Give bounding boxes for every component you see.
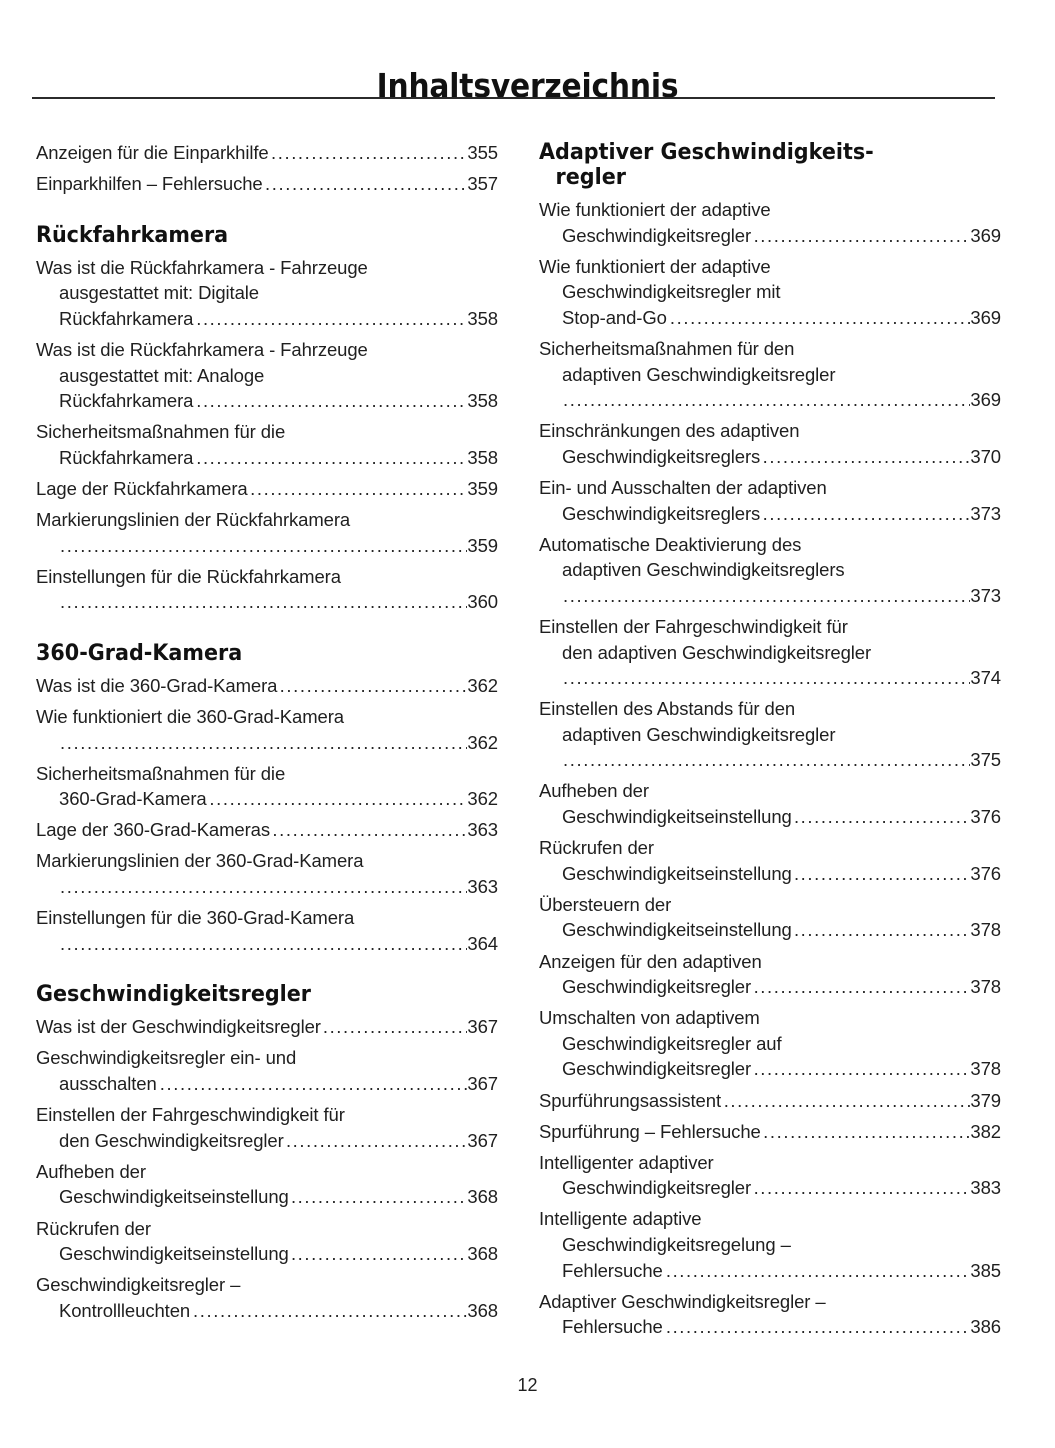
toc-entry[interactable] [36, 673, 498, 699]
dot-leader [763, 1119, 970, 1145]
dot-leader [280, 673, 468, 699]
dot-leader [563, 583, 970, 609]
dot-leader [160, 1071, 468, 1097]
toc-entry-line: Einstellungen für die Rückfahrkamera [36, 565, 341, 587]
toc-entry-leader-line [539, 1088, 1001, 1114]
toc-entry[interactable] [539, 1289, 1001, 1340]
toc-page-number: 379 [970, 1089, 1001, 1111]
dot-leader [323, 1014, 468, 1040]
title-divider [32, 97, 995, 99]
toc-entry[interactable] [539, 835, 1001, 886]
toc-entry[interactable] [539, 949, 1001, 1000]
dot-leader [754, 1175, 971, 1201]
toc-entry-label: Geschwindigkeitseinstellung [562, 862, 792, 884]
toc-entry-line: Einstellen der Fahrgeschwindigkeit für [36, 1104, 345, 1126]
toc-entry-label: Lage der Rückfahrkamera [36, 477, 248, 499]
toc-entry-label: Was ist der Geschwindigkeitsregler [36, 1016, 321, 1038]
toc-entry[interactable] [539, 1088, 1001, 1114]
toc-entry-line: Einstellungen für die 360-Grad-Kamera [36, 907, 355, 929]
toc-entry[interactable] [539, 892, 1001, 943]
toc-page-number: 369 [970, 389, 1001, 411]
dot-leader [563, 665, 970, 691]
toc-entry-leader-line [539, 1056, 1001, 1082]
toc-entry-line: Automatische Deaktivierung des [539, 533, 802, 555]
toc-entry[interactable] [539, 614, 1001, 691]
toc-entry[interactable] [539, 475, 1001, 526]
toc-entry[interactable] [36, 1216, 498, 1267]
toc-page-number: 359 [467, 477, 498, 499]
dot-leader [794, 804, 970, 830]
toc-entry[interactable] [539, 1119, 1001, 1145]
toc-entry-leader-line [539, 1258, 1001, 1284]
toc-entry-label: Rückfahrkamera [59, 390, 194, 412]
dot-leader [670, 305, 971, 331]
toc-entry-line: adaptiven Geschwindigkeitsreglers [562, 559, 845, 581]
toc-entry-leader-line [539, 583, 1001, 609]
toc-page-number: 362 [467, 788, 498, 810]
toc-entry-leader-line [36, 306, 498, 332]
toc-entry-leader-line [36, 673, 498, 699]
toc-entry[interactable] [539, 336, 1001, 413]
dot-leader [60, 874, 467, 900]
section-heading-line1: Adaptiver Geschwindigkeits- [539, 139, 874, 165]
toc-entry-line: Adaptiver Geschwindigkeitsregler – [539, 1290, 826, 1312]
toc-page-number: 376 [970, 806, 1001, 828]
toc-page-number: 385 [970, 1259, 1001, 1281]
toc-entry[interactable] [36, 817, 498, 843]
toc-entry-line: Umschalten von adaptivem [539, 1007, 760, 1029]
toc-entry-label: Rückfahrkamera [59, 307, 194, 329]
toc-entry-leader-line [539, 1314, 1001, 1340]
toc-entry[interactable] [539, 418, 1001, 469]
dot-leader [196, 388, 467, 414]
dot-leader [265, 171, 467, 197]
toc-entry-leader-line [539, 804, 1001, 830]
toc-entry-label: Spurführung – Fehlersuche [539, 1120, 761, 1142]
toc-page-number: 378 [970, 1058, 1001, 1080]
toc-page-number: 358 [467, 307, 498, 329]
toc-entry-leader-line [539, 1175, 1001, 1201]
toc-page-number: 362 [467, 674, 498, 696]
toc-entry-label: Geschwindigkeitseinstellung [59, 1186, 289, 1208]
toc-entry-leader-line [36, 388, 498, 414]
toc-page-number: 360 [467, 591, 498, 613]
toc-entry-label: Einparkhilfen – Fehlersuche [36, 173, 263, 195]
toc-entry-leader-line [36, 874, 498, 900]
toc-page-number: 355 [467, 142, 498, 163]
toc-entry-line: Rückrufen der [36, 1217, 151, 1239]
toc-entry[interactable] [36, 848, 498, 899]
toc-entry-label: 360-Grad-Kamera [59, 788, 207, 810]
toc-entry[interactable] [36, 1272, 498, 1323]
toc-entry-label: Anzeigen für die Einparkhilfe [36, 142, 269, 163]
toc-page-number: 373 [970, 502, 1001, 524]
toc-entry-line: Aufheben der [36, 1160, 146, 1182]
toc-entry-label: Fehlersuche [562, 1259, 663, 1281]
toc-page-number: 362 [467, 731, 498, 753]
toc-entry-label: Geschwindigkeitsreglers [562, 445, 761, 467]
page-title: Inhaltsverzeichnis [376, 66, 679, 106]
toc-entry-line: Wie funktioniert die 360-Grad-Kamera [36, 706, 344, 727]
toc-entry-leader-line [539, 917, 1001, 943]
toc-entry-line: ausgestattet mit: Digitale [59, 282, 259, 304]
toc-entry-line: adaptiven Geschwindigkeitsregler [562, 723, 836, 745]
toc-entry-line: Geschwindigkeitsregelung – [562, 1233, 791, 1255]
dot-leader [60, 589, 467, 615]
toc-entry[interactable] [539, 1005, 1001, 1082]
toc-entry-label: Geschwindigkeitsreglers [562, 502, 761, 524]
toc-entry-line: Anzeigen für den adaptiven [539, 950, 762, 972]
toc-entry-label: Geschwindigkeitsregler [562, 224, 752, 246]
toc-page-number: 367 [467, 1016, 498, 1038]
toc-page-number: 374 [970, 667, 1001, 689]
toc-entry[interactable] [36, 564, 498, 615]
toc-entry[interactable] [36, 476, 498, 502]
toc-entry-label: Stop-and-Go [562, 306, 667, 328]
toc-entry-leader-line [36, 1241, 498, 1267]
toc-page-number: 364 [467, 932, 498, 954]
toc-page-number: 358 [467, 390, 498, 412]
toc-entry-leader-line [539, 501, 1001, 527]
toc-entry-line: ausgestattet mit: Analoge [59, 364, 265, 386]
toc-page-number: 367 [467, 1073, 498, 1095]
toc-entry-line: Sicherheitsmaßnahmen für den [539, 337, 795, 359]
toc-entry-leader-line [36, 589, 498, 615]
toc-entry-leader-line [36, 1128, 498, 1154]
toc-entry-leader-line [36, 171, 498, 197]
dot-leader [754, 223, 971, 249]
toc-page-number: 368 [467, 1186, 498, 1208]
toc-entry-leader-line [539, 1119, 1001, 1145]
toc-entry-leader-line [36, 445, 498, 471]
toc-column-left [36, 140, 498, 1345]
toc-entry[interactable] [36, 171, 498, 197]
toc-entry-line: Übersteuern der [539, 893, 672, 915]
toc-entry-leader-line [539, 387, 1001, 413]
dot-leader [724, 1088, 971, 1114]
toc-page-number: 368 [467, 1243, 498, 1265]
toc-entry-line: Intelligenter adaptiver [539, 1151, 714, 1173]
toc-entry[interactable] [539, 532, 1001, 609]
dot-leader [291, 1241, 467, 1267]
toc-entry[interactable] [36, 419, 498, 470]
toc-entry-label: Lage der 360-Grad-Kameras [36, 819, 271, 841]
toc-entry[interactable] [36, 1014, 498, 1040]
toc-entry-leader-line [36, 140, 498, 166]
toc-page-number: 375 [970, 749, 1001, 771]
dot-leader [250, 476, 467, 502]
toc-entry-leader-line [539, 974, 1001, 1000]
toc-page-number: 363 [467, 819, 498, 841]
toc-entry-label: den Geschwindigkeitsregler [59, 1129, 284, 1151]
toc-entry-leader-line [36, 476, 498, 502]
toc-entry[interactable] [36, 1102, 498, 1153]
toc-entry-line: Markierungslinien der Rückfahrkamera [36, 509, 351, 531]
toc-entry-line: Sicherheitsmaßnahmen für die [36, 762, 286, 784]
toc-entry-leader-line [539, 861, 1001, 887]
dot-leader [209, 786, 467, 812]
toc-entry-line: Was ist die Rückfahrkamera - Fahrzeuge [36, 256, 368, 278]
dot-leader [794, 917, 970, 943]
toc-page-number: 368 [467, 1299, 498, 1321]
toc-entry[interactable] [36, 140, 498, 166]
toc-entry-line: Aufheben der [539, 780, 649, 802]
dot-leader [60, 533, 467, 559]
toc-entry-label: Geschwindigkeitseinstellung [59, 1243, 289, 1265]
dot-leader [196, 306, 467, 332]
toc-entry-label: Kontrollleuchten [59, 1299, 191, 1321]
toc-entry-line: adaptiven Geschwindigkeitsregler [562, 363, 836, 385]
toc-entry-line: Geschwindigkeitsregler – [36, 1274, 241, 1296]
dot-leader [794, 861, 970, 887]
toc-entry-label: Fehlersuche [562, 1316, 663, 1338]
toc-page-number: 357 [467, 173, 498, 195]
dot-leader [763, 444, 971, 470]
toc-page-number: 370 [970, 445, 1001, 467]
toc-entry-leader-line [36, 533, 498, 559]
toc-entry[interactable] [36, 905, 498, 956]
toc-page-number: 359 [467, 534, 498, 556]
section-heading: Rückfahrkamera [36, 221, 229, 248]
toc-entry-leader-line [36, 1184, 498, 1210]
toc-columns [36, 140, 1019, 1345]
toc-page-number: 383 [970, 1177, 1001, 1199]
toc-entry-line: Geschwindigkeitsregler ein- und [36, 1047, 297, 1069]
toc-entry[interactable] [539, 696, 1001, 773]
toc-entry-label: Geschwindigkeitseinstellung [562, 806, 792, 828]
toc-entry-line: Geschwindigkeitsregler auf [562, 1032, 782, 1054]
toc-entry[interactable] [36, 761, 498, 812]
toc-entry[interactable] [539, 254, 1001, 331]
toc-page-number: 367 [467, 1129, 498, 1151]
toc-entry-line: den adaptiven Geschwindigkeitsregler [562, 641, 872, 663]
toc-entry[interactable] [36, 1159, 498, 1210]
toc-entry-line: Wie funktioniert der adaptive [539, 199, 771, 220]
toc-entry[interactable] [36, 704, 498, 755]
toc-entry-label: Spurführungsassistent [539, 1089, 721, 1111]
toc-page-number: 373 [970, 584, 1001, 606]
dot-leader [666, 1258, 971, 1284]
toc-page-number: 369 [970, 224, 1001, 246]
toc-page-number: 378 [970, 976, 1001, 998]
toc-page-number: 358 [467, 446, 498, 468]
toc-entry-leader-line [36, 817, 498, 843]
toc-entry-line: Wie funktioniert der adaptive [539, 255, 771, 277]
toc-entry-label: Geschwindigkeitsregler [562, 976, 752, 998]
toc-entry-line: Einstellen des Abstands für den [539, 698, 796, 720]
section-heading: 360-Grad-Kamera [36, 639, 243, 666]
dot-leader [286, 1128, 467, 1154]
toc-entry-label: Was ist die 360-Grad-Kamera [36, 674, 278, 696]
dot-leader [666, 1314, 971, 1340]
toc-entry[interactable] [539, 1206, 1001, 1283]
toc-entry-label: Geschwindigkeitseinstellung [562, 919, 792, 941]
dot-leader [291, 1184, 467, 1210]
dot-leader [272, 817, 467, 843]
toc-entry[interactable] [539, 778, 1001, 829]
toc-entry[interactable] [36, 337, 498, 414]
toc-entry-label: ausschalten [59, 1073, 157, 1095]
toc-entry-label: Rückfahrkamera [59, 446, 194, 468]
toc-entry-label: Geschwindigkeitsregler [562, 1058, 752, 1080]
dot-leader [563, 387, 970, 413]
toc-page-number: 382 [970, 1120, 1001, 1142]
toc-entry-leader-line [36, 1014, 498, 1040]
toc-entry-line: Rückrufen der [539, 837, 654, 859]
dot-leader [271, 140, 467, 166]
dot-leader [196, 445, 467, 471]
toc-entry-line: Was ist die Rückfahrkamera - Fahrzeuge [36, 338, 368, 360]
toc-page-number: 369 [970, 306, 1001, 328]
dot-leader [193, 1298, 467, 1324]
toc-entry-leader-line [539, 305, 1001, 331]
dot-leader [60, 730, 467, 756]
toc-entry-leader-line [36, 931, 498, 957]
section-heading [539, 140, 1001, 190]
toc-entry-leader-line [36, 1298, 498, 1324]
toc-entry-leader-line [539, 444, 1001, 470]
toc-entry-label: Geschwindigkeitsregler [562, 1177, 752, 1199]
toc-entry-line: Intelligente adaptive [539, 1208, 702, 1230]
toc-entry[interactable] [36, 507, 498, 558]
toc-entry[interactable] [539, 1150, 1001, 1201]
dot-leader [763, 501, 971, 527]
toc-page-number: 376 [970, 862, 1001, 884]
section-heading-line2: regler [555, 164, 626, 190]
toc-entry-line: Einschränkungen des adaptiven [539, 420, 800, 442]
toc-page-number: 386 [970, 1316, 1001, 1338]
toc-entry-line: Markierungslinien der 360-Grad-Kamera [36, 850, 364, 872]
toc-entry-leader-line [539, 223, 1001, 249]
dot-leader [60, 931, 467, 957]
dot-leader [563, 747, 970, 773]
toc-page-number: 363 [467, 876, 498, 898]
toc-entry-line: Ein- und Ausschalten der adaptiven [539, 476, 827, 498]
toc-page-number: 378 [970, 919, 1001, 941]
toc-entry[interactable] [36, 1045, 498, 1096]
toc-entry-leader-line [36, 730, 498, 756]
toc-entry-leader-line [36, 1071, 498, 1097]
toc-entry-line: Einstellen der Fahrgeschwindigkeit für [539, 615, 848, 637]
toc-entry-leader-line [539, 747, 1001, 773]
toc-entry[interactable] [539, 197, 1001, 248]
toc-entry-leader-line [36, 786, 498, 812]
toc-entry-line: Sicherheitsmaßnahmen für die [36, 421, 286, 443]
page-number: 12 [517, 1375, 538, 1395]
toc-column-right [539, 140, 1001, 1345]
dot-leader [754, 1056, 971, 1082]
toc-entry[interactable] [36, 255, 498, 332]
toc-entry-leader-line [539, 665, 1001, 691]
dot-leader [754, 974, 971, 1000]
section-heading: Geschwindigkeitsregler [36, 981, 312, 1008]
toc-entry-line: Geschwindigkeitsregler mit [562, 281, 781, 303]
